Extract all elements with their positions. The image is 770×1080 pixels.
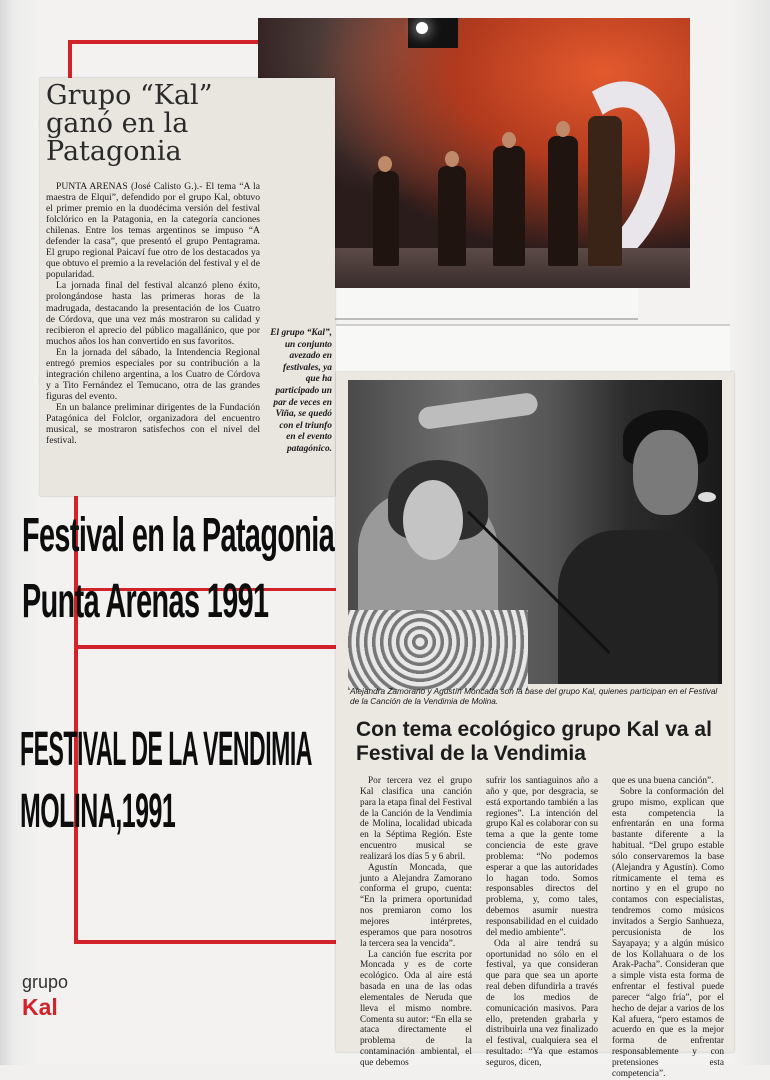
musician-figure (493, 146, 525, 266)
heading-festival-patagonia: Festival en la Patagonia (22, 509, 335, 562)
article-paragraph: PUNTA ARENAS (José Calisto G.).- El tema “A la maestra de Elqui”, defendido por el grupo Kal, obtuvo el primer premio en la duodécima versión del festival folclórico en la Patagonia, en la categoría canciones chilenas. Entre los temas argentinos se impuso “A defender la casa”, que presentó el grupo Pentagrama. El grupo regional Paicaví fue otro de los destacados ya que obtuvo el premio a la revelación del festival y el de popularidad. (46, 181, 260, 281)
clipping-headline: Grupo “Kal” ganó en la Patagonia (46, 80, 213, 167)
duo-singing-photo (348, 380, 722, 684)
clipping-article-text (46, 181, 260, 493)
man-face (633, 430, 698, 515)
newspaper-clipping-patagonia (40, 78, 335, 496)
photo-caption: Alejandra Zamorano y Agustín Moncada son la base del grupo Kal, quienes participan en el Festival de la Canción de la Vendimia de Molina. (350, 686, 718, 706)
spotlight-lamp (416, 22, 428, 34)
musician-figure (548, 136, 578, 266)
article-paragraph: En la jornada del sábado, la Intendencia Regional entregó premios especiales por su contribución a la integración chileno argentina, a los Cuatro de Córdova y a Tito Fernández el Temucano, otra de las grandes figuras del evento. (46, 346, 260, 402)
harp-figure (588, 116, 622, 266)
article-paragraph: Agustín Moncada, que junto a Alejandra Zamorano conforma el grupo, cuenta: “En la primera oportunidad nos premiaron como los mejores intérpretes, esperamos que para nosotros la tercera sea la vencida”. (360, 862, 472, 949)
article-paragraph: sufrir los santiaguinos año a año y que, por desgracia, se está exportando también a las regiones”. La intención del grupo Kal es colaborar con su tema a que la gente tome conciencia de este grave problema: “No podemos esperar a que las autoridades lo hagan todo. Somos responsables directos del problema, y, como tales, debemos asumir nuestra responsabilidad en el cuidado del medio ambiente”. (486, 776, 598, 938)
red-frame-bottom (74, 940, 336, 944)
article-paragraph: La jornada final del festival alcanzó pleno éxito, prolongándose hasta las primeras horas de la madrugada, destacando la presentación de los Cuatro de Córdova, que una vez más mostraron su calidad y recibieron el aprecio del público magallánico, que por muchos años los han convertido en sus favoritos. (46, 280, 260, 347)
man-body (558, 530, 718, 684)
article-paragraph: que es una buena canción”. (612, 776, 714, 786)
heading-punta-arenas: Punta Arenas 1991 (22, 575, 269, 628)
clipping-edge-strip (336, 324, 730, 372)
newspaper-clipping-vendimia (336, 372, 734, 1079)
article-paragraph: En un balance preliminar dirigentes de la Fundación Patagónica del Folclor, organizadora del encuentro musical, se mostraron satisfechos con el nivel del festival. (46, 401, 260, 447)
musician-head (445, 151, 459, 167)
red-frame-top-1 (68, 40, 258, 44)
musician-figure (438, 166, 466, 266)
heading-molina: MOLINA,1991 (20, 785, 176, 838)
article-paragraph: Oda al aire tendrá su oportunidad no sólo en el festival, ya que consideran que para que sea un aporte real deben difundirla a través de los medios de comunicación masivos. Para ello, pretenden grabarla y distribuirla una vez finalizado el festival, cualquiera sea el resultado: “Ya que estamos seguros, dicen, (486, 938, 598, 1068)
red-frame-mid-2 (74, 645, 336, 649)
woman-face (403, 480, 463, 560)
article-paragraph: La canción fue escrita por Moncada y es de corte ecológico. Oda al aire está basada en una de las odas elementales de Neruda que lleva el mismo nombre. Comenta su autor: “En ella se ataca directamente el problema de la contaminación ambiental, el que debemos (360, 949, 472, 1068)
musician-figure (373, 171, 399, 266)
article-column-3 (612, 776, 724, 1079)
musician-head (556, 121, 570, 137)
article-paragraph: Por tercera vez el grupo Kal clasifica una canción para la etapa final del Festival de la Canción de la Vendimia de Molina, localidad ubicada en la Séptima Región. Este encuentro musical se realizará los días 5 y 6 abril. (360, 776, 472, 862)
spotlight-housing (408, 18, 458, 48)
article-paragraph: Sobre la conformación del grupo mismo, explican que esta competencia la enfrentarán en una forma bastante diferente a la habitual. “Del grupo estable sólo conservaremos la base (Alejandra y Agustín). Como rítmicamente el tema es nortino y en el grupo no contamos con especialistas, tendremos como músicos invitados a Sergio Sanhueza, percusionista de los Sayapaya; y a algún músico de los Kollahuara o de los Arak-Pacha”. Consideran que a simple vista esta forma de enfrentar el festival puede parecer “algo fría”, por el hecho de dejar a varios de los Kal afuera, “pero estamos de acuerdo en que es la mejor forma de enfrentar responsablemente y con pretensiones esta competencia”. (612, 786, 724, 1079)
woman-raised-arm (417, 392, 539, 430)
photo-caption: El grupo “Kal”, un conjunto avezado en festivales, ya que ha participado un par de veces en Viña, se quedó con el triunfo en el evento patagónico. (270, 328, 332, 454)
brand-grupo: grupo (22, 972, 69, 992)
red-frame-left-1 (68, 40, 72, 80)
article-column-2 (486, 776, 598, 1068)
article-columns (360, 776, 726, 1079)
article-column-1 (360, 776, 472, 1068)
clipping-headline: Con tema ecológico grupo Kal va al Festival de la Vendimia (356, 718, 712, 765)
microphone (698, 492, 716, 502)
musician-head (378, 156, 392, 172)
woman-dress (348, 610, 528, 690)
brand-kal-logo: Kal (22, 994, 58, 1020)
musician-head (502, 132, 516, 148)
heading-festival-vendimia: FESTIVAL DE LA VENDIMIA (20, 723, 312, 776)
